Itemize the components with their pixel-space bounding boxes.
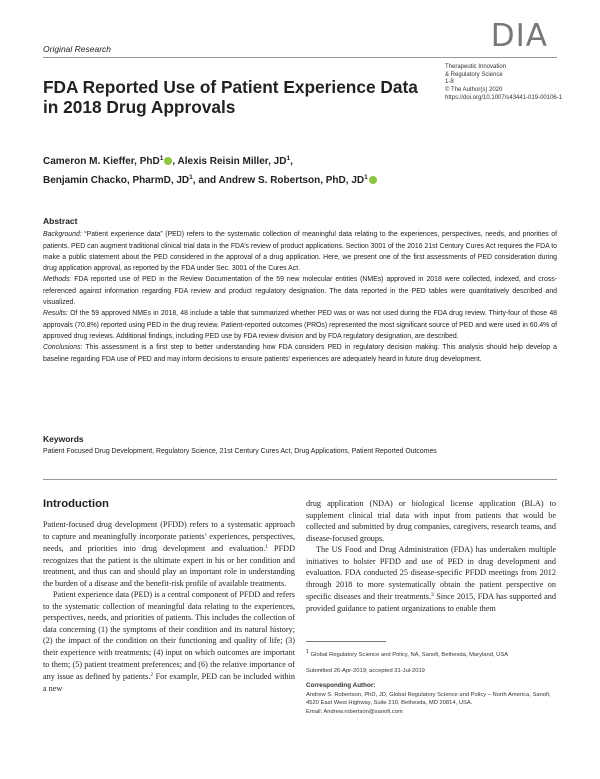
body-column-right	[306, 498, 556, 614]
abstract	[43, 216, 557, 365]
submission-dates: Submitted 26-Apr-2019; accepted 31-Jul-2019	[306, 667, 425, 674]
orcid-icon[interactable]	[369, 176, 377, 184]
author-name: Cameron M. Kieffer, PhD	[43, 156, 160, 167]
section-label: Original Research	[43, 44, 112, 54]
journal-logo: DIA	[490, 18, 548, 54]
corresponding-author-heading: Corresponding Author:	[306, 682, 376, 690]
doi-link[interactable]: https://doi.org/10.1007/s43441-019-00106-1	[445, 94, 563, 101]
corresponding-author-text: Andrew S. Robertson, PhD, JD, Global Regulatory Science and Policy – North America, Sanofi, 4520 East West Highway, Suite 210, Bethesda, MD 20814, USA.	[306, 691, 551, 707]
journal-meta	[445, 64, 562, 103]
affiliation-marker: 1	[286, 155, 291, 162]
keywords-text: Patient Focused Drug Development, Regulatory Science, 21st Century Cures Act, Drug Applications, Patient Reported Outcomes	[43, 447, 437, 455]
citation-ref[interactable]: 2	[150, 672, 154, 679]
affiliation-footnote: $^1$ Global Regulatory Science and Policy, NA, Sanofi, Bethesda, Maryland, USA	[306, 649, 509, 658]
affiliation-marker: 1	[189, 174, 193, 181]
author-list: Cameron M. Kieffer, PhD$^1$ , Alexis Reisin Miller, JD$^1$, Benjamin Chacko, PharmD, JD$^1$, and Andrew S. Robertson, PhD, JD$^1$	[43, 151, 513, 189]
keywords-heading: Keywords	[43, 434, 84, 444]
abstract-conclusions: Conclusions: This assessment is a first step to better understanding how FDA considers PED in regulatory decision making. This analysis should help develop a baseline regarding FDA use of PED and may inform decisions to ensure patients’ experiences are adequately heard in future drug development.	[43, 344, 557, 363]
journal-name-line2: & Regulatory Science	[445, 71, 503, 78]
affiliation-marker: 1	[364, 174, 368, 181]
abstract-background: Background: “Patient experience data” (PED) refers to the systematic collection of meaningful data relating to the experiences, perspectives, needs, and priorities of patients. PED can augment traditional clinical trial data in the FDA’s review of product applications. Section 3001 of the 2016 21st Century Cures Act requires the FDA to make a public statement about the PED considered in the approval of a drug application. Here, we present one of the first assessments of PED consideration during drug application approval, as reported by the FDA under Sec. 3001 of the Cures Act.	[43, 231, 557, 273]
journal-name-line1: Therapeutic Innovation	[445, 64, 507, 70]
abstract-heading: Abstract	[43, 216, 78, 226]
section-divider	[43, 479, 557, 480]
citation-ref[interactable]: 1	[265, 544, 269, 551]
header-divider	[43, 57, 557, 58]
author-name: Andrew S. Robertson, PhD, JD	[218, 175, 365, 186]
copyright: © The Author(s) 2020	[445, 87, 503, 94]
introduction-heading: Introduction	[43, 498, 109, 510]
footnotes	[306, 648, 556, 717]
paper-title: FDA Reported Use of Patient Experience Data in 2018 Drug Approvals	[43, 77, 418, 117]
citation-ref[interactable]: 3	[431, 592, 434, 599]
intro-paragraph: The US Food and Drug Administration (FDA) has undertaken multiple initiatives to bolster PFDD and use of PED in drug development and evaluation. FDA conducted 25 disease-specific PFDD meetings from 2012 through 2018 to more systematically obtain the patient perspective on specific diseases and their treatments.$^3$ Since 2015, FDA has supported and provided guidance to patient organizations to enable them	[306, 545, 556, 613]
corresponding-email[interactable]: Email: Andrew.robertson@sanofi.com	[306, 708, 403, 715]
footnote-divider	[306, 641, 386, 642]
page-range: 1-8	[445, 79, 454, 86]
intro-paragraph: Patient-focused drug development (PFDD) refers to a systematic approach to capture and meaningfully incorporate patients’ experiences, perspectives, needs, and priorities into drug development and evaluation.$^1$ PFDD recognizes that the patient is the ultimate expert in his or her condition and treatment, and thus can and should play an important role in understanding the burden of a disease and the benefit-risk profile of available treatments.	[43, 520, 295, 588]
author-name: Alexis Reisin Miller, JD	[177, 156, 287, 167]
abstract-results: Results: Of the 59 approved NMEs in 2018, 48 include a table that summarized whether PED was or was not used during the FDA drug review. Thirty-four of those 48 approvals (70.8%) reported using PED in the drug review. Patient-reported outcomes (PROs) represented the most significant source of PED and were used in 60.4% of approved drug reviews. Additional findings, including PED use by FDA review division and by FDA regulatory designation, are described.	[43, 310, 557, 340]
intro-paragraph: Patient experience data (PED) is a central component of PFDD and refers to the systematic collection of meaningful data relating to the experiences, perspectives, needs, and priorities of patients. This includes the collection of data concerning (1) the symptoms of their condition and its natural history; (2) the impact of the condition on their functioning and quality of life; (3) their experience with treatments; (4) input on which outcomes are important to them; (5) patient treatment preferences; and (6) the relative importance of any issue as defined by patients.$^2$ For example, PED can be included within a new	[43, 590, 295, 693]
body-column-left	[43, 498, 295, 694]
intro-paragraph: drug application (NDA) or biological license application (BLA) to supplement clinical trial data with input from patients that would be collected and submitted by drug companies, caregivers, research teams, and disease-focused groups.	[306, 499, 556, 543]
author-name: Benjamin Chacko, PharmD, JD	[43, 175, 190, 186]
abstract-methods: Methods: FDA reported use of PED in the Review Documentation of the 59 new molecular entities (NMEs) approved in 2018 were collected, indexed, and cross-referenced against information regarding FDA review and product regulatory designation. The data reported in the PED tables were quantitatively described and visualized.	[43, 276, 557, 307]
affiliation-marker: 1	[159, 155, 164, 162]
keywords	[43, 434, 557, 458]
